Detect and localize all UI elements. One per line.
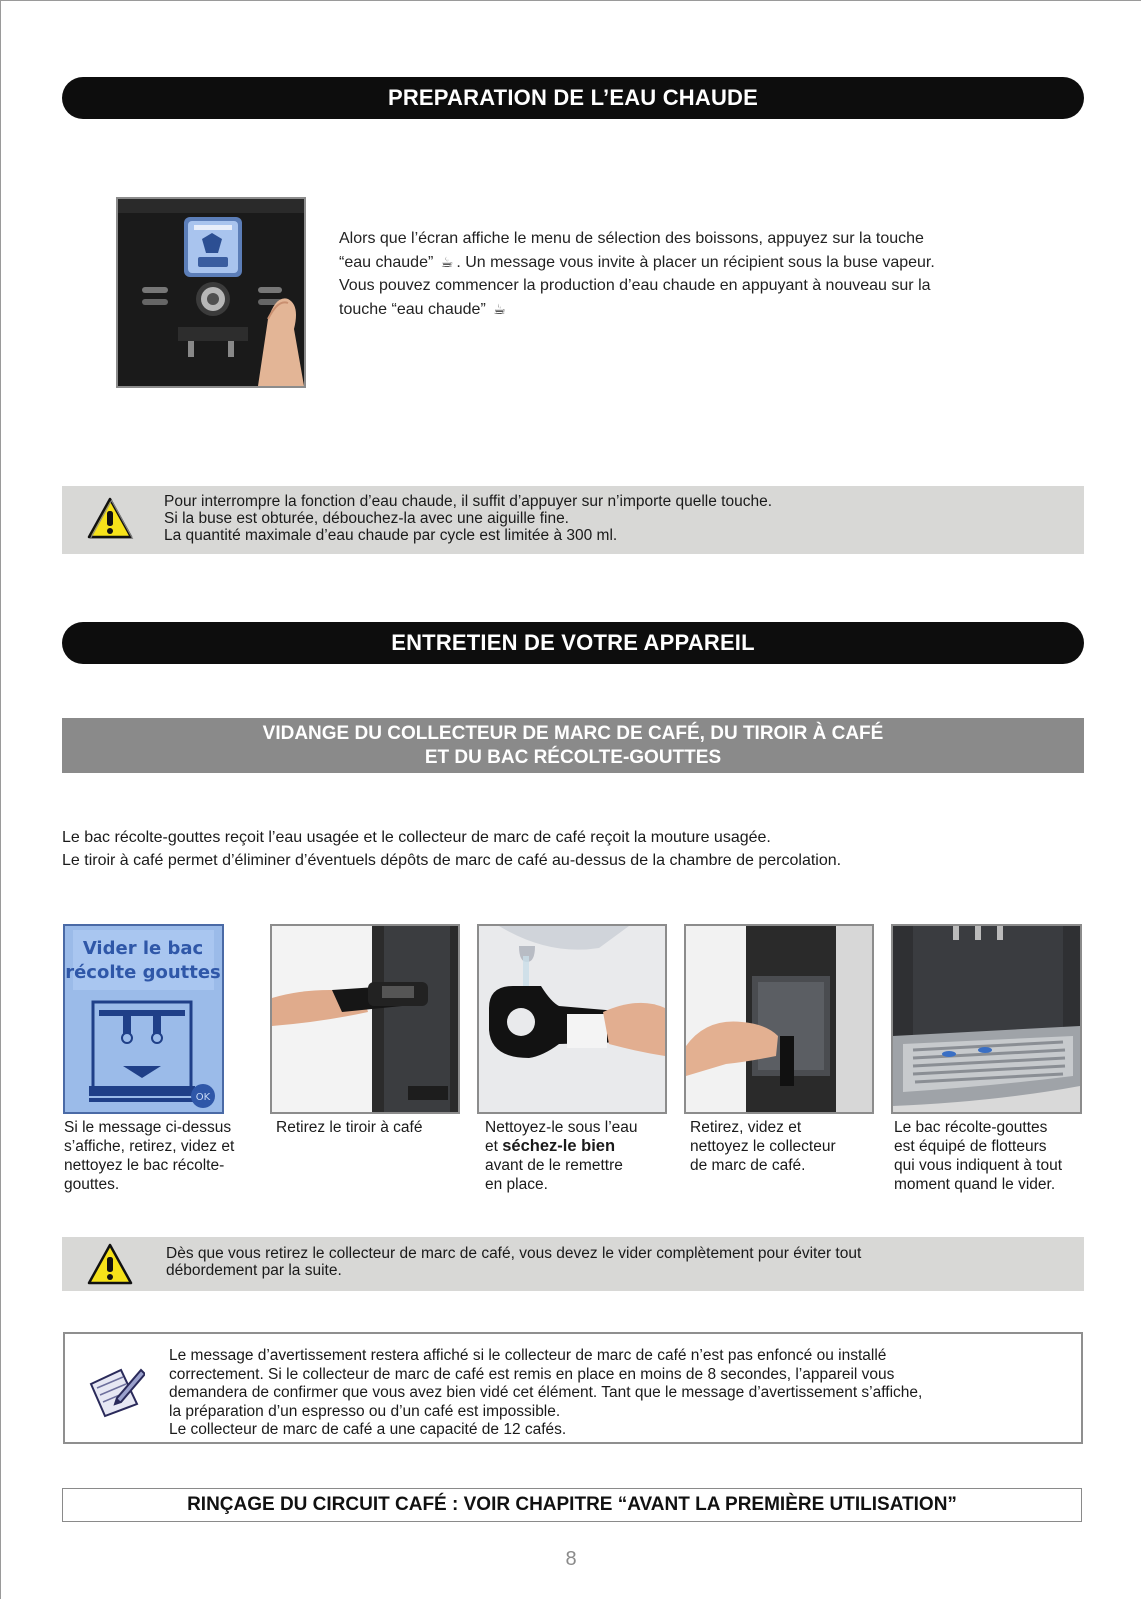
subsection-title-line: VIDANGE DU COLLECTEUR DE MARC DE CAFÉ, DU TIROIR À CAFÉ <box>262 722 884 744</box>
section-title: ENTRETIEN DE VOTRE APPAREIL <box>391 630 755 655</box>
screen-ok-label: OK <box>195 1092 211 1103</box>
intro-line: Le bac récolte-gouttes reçoit l’eau usagée et le collecteur de marc de café reçoit la mouture usagée. <box>62 829 771 846</box>
warning-line: débordement par la suite. <box>166 1262 342 1279</box>
step-photo-empty-collector <box>684 924 874 1114</box>
warning-line: La quantité maximale d’eau chaude par cycle est limitée à 300 ml. <box>164 527 618 544</box>
screen-message-line: Vider le bac <box>82 938 204 959</box>
note-box <box>63 1332 1083 1444</box>
hot-water-cup-icon: ☕ <box>440 253 454 270</box>
subsection-title-line: ET DU BAC RÉCOLTE-GOUTTES <box>424 746 722 768</box>
step-caption-1 <box>64 1118 264 1194</box>
hot-water-instructions <box>339 227 1039 321</box>
warning-line: Si la buse est obturée, débouchez-la avec une aiguille fine. <box>164 510 569 527</box>
caption-line: gouttes. <box>64 1176 120 1193</box>
caption-line: Retirez le tiroir à café <box>276 1119 423 1136</box>
caption-line: de marc de café. <box>690 1157 806 1174</box>
emptying-intro <box>62 826 1082 872</box>
caption-line: avant de le remettre <box>485 1157 623 1174</box>
rinse-reference-label: RINÇAGE DU CIRCUIT CAFÉ : VOIR CHAPITRE “AVANT LA PREMIÈRE UTILISATION” <box>187 1494 957 1515</box>
warning-line: Dès que vous retirez le collecteur de marc de café, vous devez le vider complètement pour éviter tout <box>166 1245 862 1262</box>
caption-line: s’affiche, retirez, videz et <box>64 1138 235 1155</box>
warning-box-hot-water <box>62 486 1084 554</box>
caption-line: Le bac récolte-gouttes <box>894 1119 1048 1136</box>
caption-line: est équipé de flotteurs <box>894 1138 1047 1155</box>
screen-message-line: récolte gouttes <box>65 962 221 983</box>
machine-panel-photo <box>116 197 306 388</box>
caption-line: qui vous indiquent à tout <box>894 1157 1063 1174</box>
warning-triangle-icon <box>86 496 134 540</box>
note-line: correctement. Si le collecteur de marc de café est remis en place en moins de 8 secondes, l’appareil vous <box>169 1365 895 1383</box>
instruction-fragment: “eau chaude” <box>339 253 434 271</box>
hot-water-cup-icon: ☕ <box>493 300 506 317</box>
instruction-line <box>339 298 1039 322</box>
caption-line: en place. <box>485 1176 548 1193</box>
note-line: Le message d’avertissement restera affiché si le collecteur de marc de café n’est pas enfoncé ou installé <box>169 1347 887 1364</box>
step-photo-screen-message <box>63 924 224 1114</box>
caption-line: nettoyez le collecteur <box>690 1138 836 1155</box>
step-caption-5 <box>894 1118 1094 1194</box>
warning-line: Pour interrompre la fonction d’eau chaude, il suffit d’appuyer sur n’importe quelle touche. <box>164 493 773 510</box>
note-line: Le collecteur de marc de café a une capacité de 12 cafés. <box>169 1421 567 1438</box>
section-title: PREPARATION DE L’EAU CHAUDE <box>387 85 759 110</box>
step-caption-4 <box>690 1118 880 1175</box>
note-line: demandera de confirmer que vous avez bien vidé cet élément. Tant que le message d’avertissement s’affiche, <box>169 1384 923 1401</box>
note-line: la préparation d’un espresso ou d’un café est impossible. <box>169 1402 561 1420</box>
step-photo-drip-tray <box>891 924 1082 1114</box>
instruction-fragment: . Un message vous invite à placer un récipient sous la buse vapeur. <box>456 253 935 271</box>
step-photo-remove-drawer <box>270 924 460 1114</box>
step-caption-2 <box>276 1118 466 1137</box>
caption-line: nettoyez le bac récolte- <box>64 1157 225 1174</box>
rinse-reference-bar <box>62 1488 1082 1522</box>
subsection-header-emptying <box>62 718 1084 773</box>
caption-line: moment quand le vider. <box>894 1176 1056 1193</box>
note-pen-icon <box>87 1360 145 1418</box>
section-header-hot-water <box>62 77 1084 119</box>
step-photo-clean-drawer <box>477 924 667 1114</box>
instruction-line: Alors que l’écran affiche le menu de sélection des boissons, appuyez sur la touche <box>339 230 924 247</box>
warning-text <box>166 1245 861 1279</box>
warning-text <box>164 493 772 544</box>
caption-line <box>485 1137 675 1156</box>
instruction-line <box>339 251 1039 275</box>
warning-box-collector <box>62 1237 1084 1291</box>
page-number: 8 <box>565 1548 577 1570</box>
warning-triangle-icon <box>86 1242 134 1286</box>
instruction-line: Vous pouvez commencer la production d’eau chaude en appuyant à nouveau sur la <box>339 277 931 294</box>
instruction-fragment: touche “eau chaude” <box>339 300 486 318</box>
caption-emphasis: séchez-le bien <box>502 1137 616 1155</box>
step-caption-3 <box>485 1118 675 1194</box>
section-header-maintenance <box>62 622 1084 664</box>
caption-line: Nettoyez-le sous l’eau <box>485 1119 638 1136</box>
caption-fragment: et <box>485 1138 503 1155</box>
intro-line: Le tiroir à café permet d’éliminer d’éventuels dépôts de marc de café au-dessus de la chambre de percolation. <box>62 852 842 869</box>
caption-line: Si le message ci-dessus <box>64 1119 232 1136</box>
note-text <box>169 1347 1069 1440</box>
caption-line: Retirez, videz et <box>690 1119 802 1136</box>
